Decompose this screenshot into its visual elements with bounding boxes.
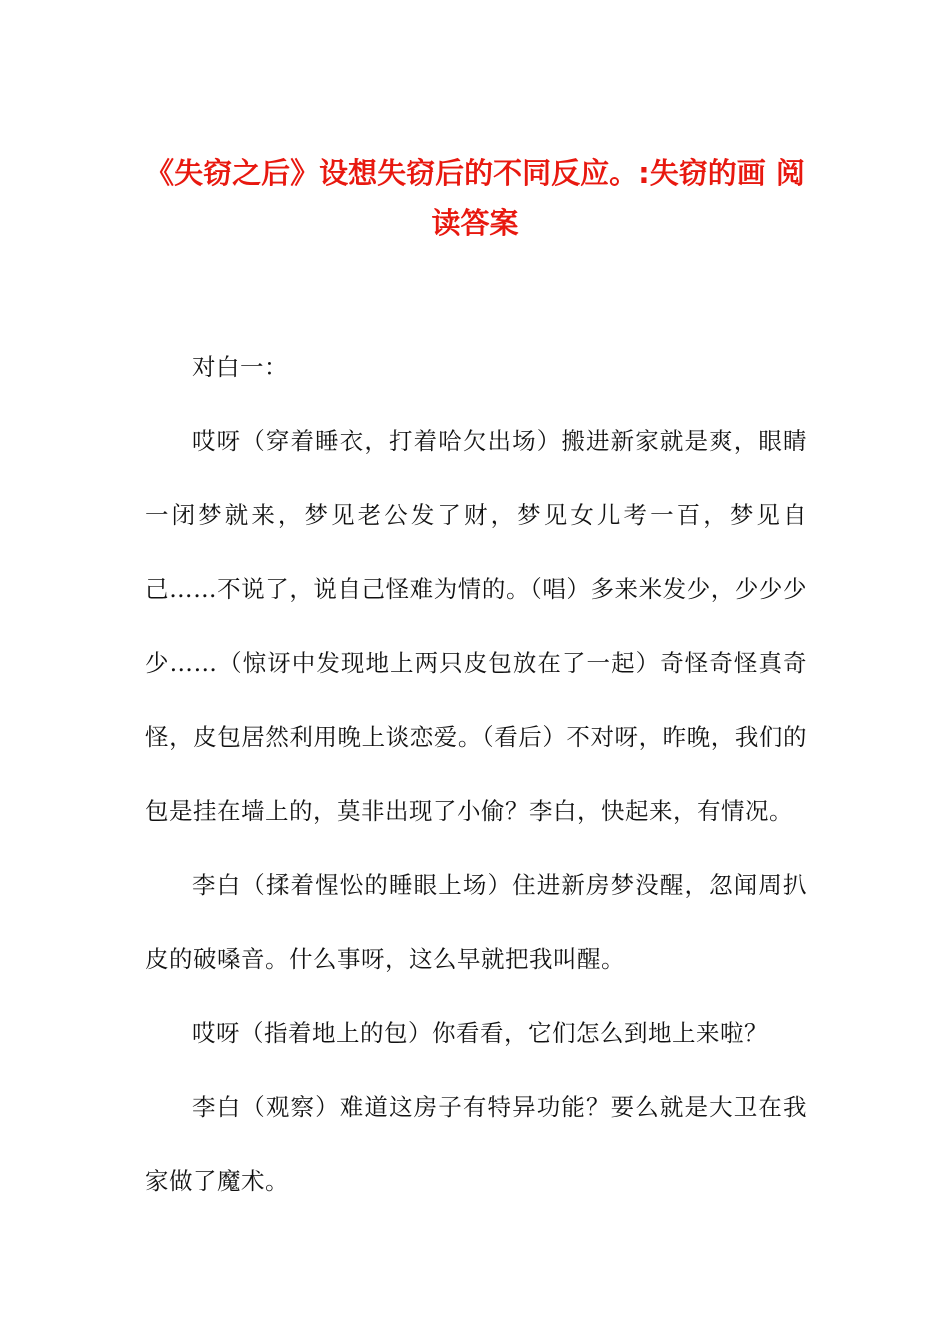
paragraph-aiya-opening: 哎呀（穿着睡衣，打着哈欠出场）搬进新家就是爽，眼睛一闭梦就来，梦见老公发了财，梦见女儿考一百，梦见自己……不说了，说自己怪难为情的。（唱）多来米发少，少少少少……（惊讶中发现地上两只皮包放在了一起）奇怪奇怪真奇怪，皮包居然利用晚上谈恋爱。（看后）不对呀，昨晚，我们的包是挂在墙上的，莫非出现了小偷？李白，快起来，有情况。 — [145, 427, 807, 825]
paragraph-dialogue-heading: 对白一： — [192, 353, 288, 381]
document-title: 《失窃之后》设想失窃后的不同反应。:失窃的画 阅读答案 — [145, 156, 805, 240]
paragraph-aiya-question: 哎呀（指着地上的包）你看看，它们怎么到地上来啦？ — [192, 1019, 768, 1047]
paragraph-libai-reply: 李白（揉着惺忪的睡眼上场）住进新房梦没醒，忽闻周扒皮的破嗓音。什么事呀，这么早就把我叫醒。 — [145, 871, 807, 973]
document-body — [145, 330, 807, 1218]
paragraph-libai-observation: 李白（观察）难道这房子有特异功能？要么就是大卫在我家做了魔术。 — [145, 1093, 807, 1195]
